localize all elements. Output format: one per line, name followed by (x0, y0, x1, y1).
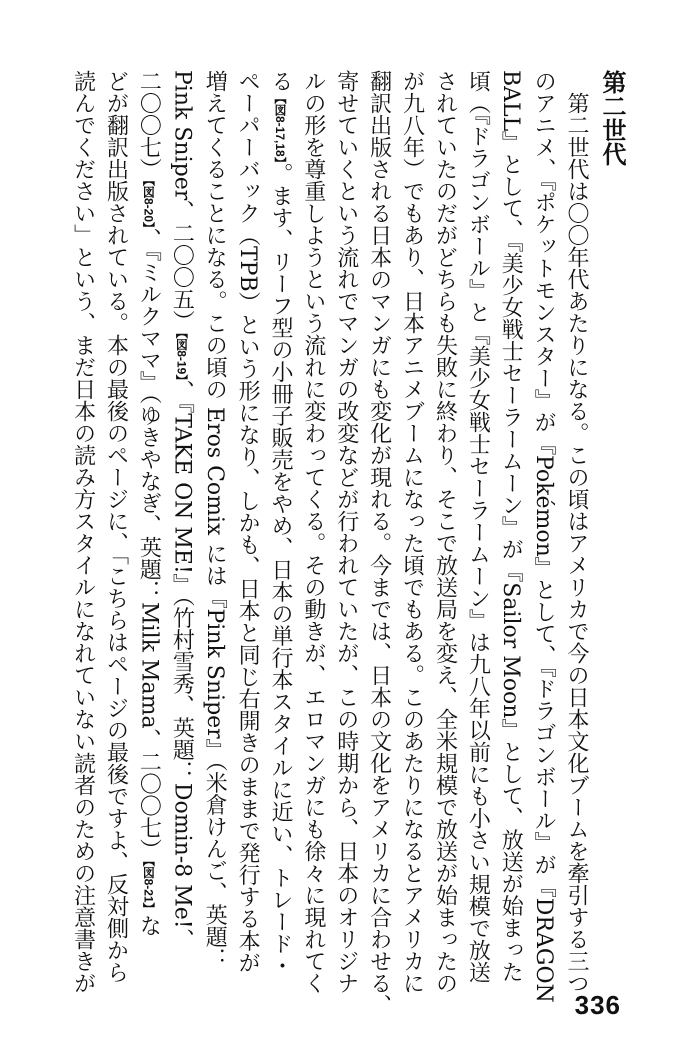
text-segment: 。ます、リーフ型の小冊子販売をやめ、日本の単行本スタイルに近い、トレード・ (267, 162, 293, 977)
text-column (132, 70, 165, 937)
text-column (395, 70, 428, 994)
text-segment: 二〇〇七） (136, 70, 162, 180)
text-column (428, 70, 461, 994)
text-segment: 、『ミルクママ』（ゆきやなぎ、英題：Milk Mama、二〇〇七） (136, 228, 162, 861)
text-segment: 増えてくることになる。この頃の Eros Comix には『Pink Sniper』（米倉けんご、英題： (202, 70, 228, 970)
text-column (230, 70, 263, 974)
figure-reference: 【図8-20】 (141, 180, 156, 229)
text-column (164, 70, 197, 951)
text-segment: されていたのだがどちらも失敗に終わり、そこで放送局を変え、全米規模で放送が始まったの (432, 70, 458, 994)
text-segment: ルの形を尊重しようという流れに変わってくる。その動きが、エロマンガにも徐々に現れてく (300, 70, 326, 994)
text-segment: BALL』として、『美少女戦士セーラームーン』が『Sailor Moon』として、放送が始まった (498, 70, 524, 983)
text-segment: Pink Sniper、二〇〇五） (169, 70, 195, 333)
text-column (526, 70, 559, 1003)
text-column (296, 70, 329, 994)
section-heading: 第二世代 (598, 70, 626, 166)
text-column (263, 70, 296, 977)
text-segment: どが翻訳出版されている。本の最後のページに、「こちらはページの最後ですよ、反対側から (103, 70, 129, 983)
text-segment: 頃（『ドラゴンボール』と『美少女戦士セーラームーン』は九八年以前にも小さい規模で放送 (465, 70, 491, 983)
text-column (559, 70, 592, 994)
text-column (99, 70, 132, 983)
text-segment: のアニメ、『ポケットモンスター』が『Pokémon』として、『ドラゴンボール』が『DRAGON (531, 70, 557, 1003)
text-column (329, 70, 362, 994)
text-segment: 第二世代は〇〇年代あたりになる。この頃はアメリカで今の日本文化ブームを牽引する三つ (564, 70, 589, 994)
text-column (362, 70, 395, 1016)
page-number: 336 (574, 990, 621, 1020)
figure-reference: 【図8-17,18】 (272, 92, 287, 163)
figure-reference: 【図8-21】 (141, 860, 156, 915)
text-column (66, 70, 99, 994)
text-segment: 翻訳出版される日本のマンガにも変化が現れる。今までは、日本の文化をアメリカに合わせる、 (366, 70, 392, 1016)
text-column (493, 70, 526, 983)
text-segment: ペーパーバック（TPB）という形になり、しかも、日本と同じ右開きのままで発行する本が (235, 70, 261, 974)
text-segment: 、『TAKE ON ME!』（竹村雪秀、英題：Domin-8 Me!、 (169, 380, 195, 951)
text-segment: 寄せていくという流れでマンガの改変などが行われていたが、この時期から、日本のオリジナ (333, 70, 359, 994)
text-segment: る (267, 70, 293, 92)
text-column (197, 70, 230, 970)
text-segment: 読んでください」という、まだ日本の読み方スタイルになれていない読者のための注意書きが (70, 70, 96, 994)
figure-reference: 【図8-19】 (174, 332, 189, 381)
text-column (460, 70, 493, 983)
text-segment: な (136, 914, 162, 937)
text-segment: が九八年）でもあり、日本アニメブームになった頃でもある。このあたりになるとアメリカに (399, 70, 425, 994)
